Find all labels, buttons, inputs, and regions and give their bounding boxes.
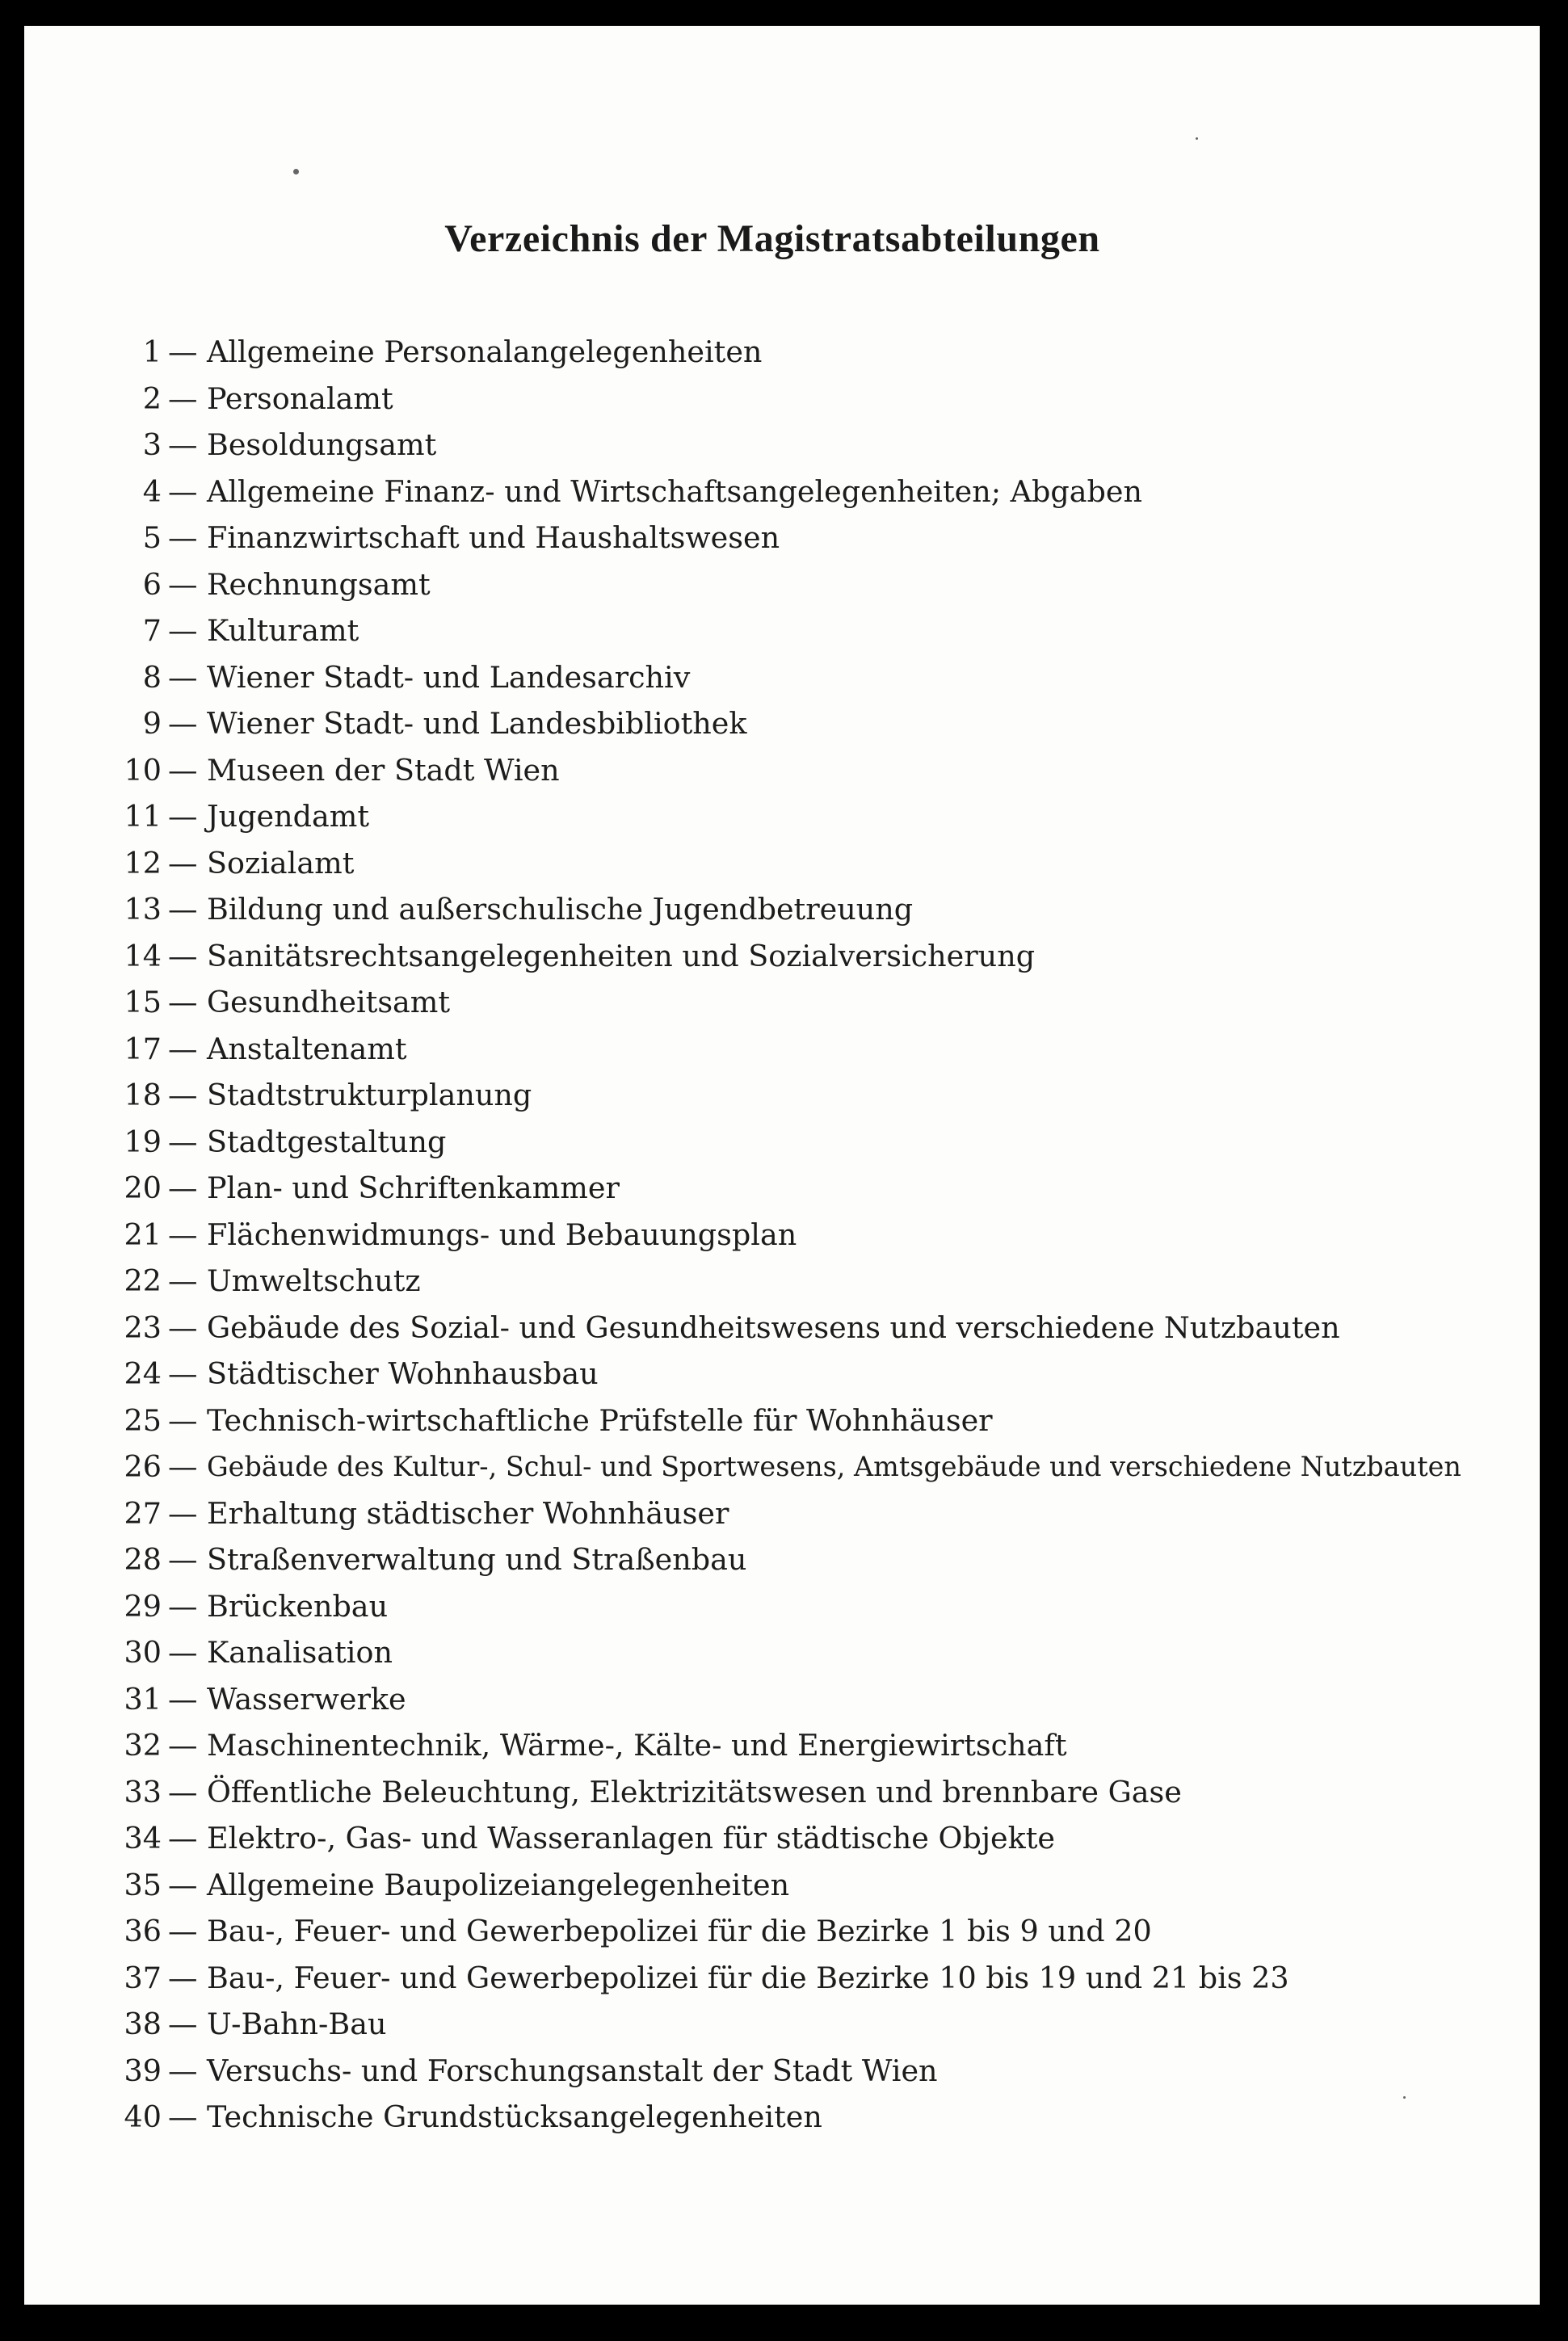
separator-dash: — xyxy=(168,1495,198,1531)
separator-dash: — xyxy=(168,2099,198,2134)
department-number: 31 xyxy=(124,1681,162,1717)
list-item xyxy=(24,1722,1478,1769)
department-number: 38 xyxy=(124,2007,162,2041)
separator-dash: — xyxy=(168,1263,198,1298)
separator-dash: — xyxy=(168,845,198,881)
list-item xyxy=(24,979,1478,1026)
list-item xyxy=(24,1026,1478,1073)
separator-dash: — xyxy=(168,1960,198,1995)
separator-dash: — xyxy=(168,334,198,369)
list-item xyxy=(24,654,1478,701)
separator-dash: — xyxy=(168,1124,198,1159)
list-item xyxy=(24,1583,1478,1630)
separator-dash: — xyxy=(168,1309,198,1345)
department-name: Sozialamt xyxy=(207,845,355,881)
list-item xyxy=(24,1862,1478,1909)
department-name: Finanzwirtschaft und Haushaltswesen xyxy=(207,520,780,555)
list-item xyxy=(24,1629,1478,1676)
list-item xyxy=(24,1444,1478,1490)
department-number: 27 xyxy=(124,1495,162,1531)
list-item xyxy=(24,1351,1478,1397)
department-number: 3 xyxy=(142,427,162,462)
separator-dash: — xyxy=(168,1635,198,1670)
list-item xyxy=(24,1258,1478,1305)
separator-dash: — xyxy=(168,1356,198,1391)
department-name: Stadtstrukturplanung xyxy=(207,1078,532,1112)
separator-dash: — xyxy=(168,613,198,648)
list-item xyxy=(24,1676,1478,1723)
separator-dash: — xyxy=(168,1588,198,1624)
list-item xyxy=(24,840,1478,887)
separator-dash: — xyxy=(168,706,198,741)
department-number: 1 xyxy=(142,334,162,369)
list-item xyxy=(24,793,1478,840)
department-name: Bau-, Feuer- und Gewerbepolizei für die Bezirke 1 bis 9 und 20 xyxy=(207,1914,1152,1948)
department-name: Gebäude des Kultur-, Schul- und Sportwesens, Amtsgebäude und verschiedene Nutzbauten xyxy=(207,1451,1461,1482)
department-number: 4 xyxy=(142,473,162,509)
department-number: 9 xyxy=(142,706,162,741)
department-number: 29 xyxy=(124,1588,162,1624)
list-item xyxy=(24,1397,1478,1444)
department-number: 24 xyxy=(124,1356,162,1391)
department-number: 30 xyxy=(124,1635,162,1670)
separator-dash: — xyxy=(168,1217,198,1252)
department-number: 20 xyxy=(124,1170,162,1205)
document-page xyxy=(24,26,1540,2305)
separator-dash: — xyxy=(168,985,198,1019)
separator-dash: — xyxy=(168,1821,198,1856)
department-name: Erhaltung städtischer Wohnhäuser xyxy=(207,1495,729,1531)
department-name: Wiener Stadt- und Landesbibliothek xyxy=(207,706,747,741)
list-item xyxy=(24,1165,1478,1212)
list-item xyxy=(24,886,1478,933)
department-name: Gesundheitsamt xyxy=(207,985,451,1019)
department-name: Maschinentechnik, Wärme-, Kälte- und Energiewirtschaft xyxy=(207,1728,1067,1763)
department-number: 15 xyxy=(124,985,162,1019)
list-item xyxy=(24,1305,1478,1351)
department-name: Allgemeine Personalangelegenheiten xyxy=(207,334,763,369)
department-number: 13 xyxy=(124,892,162,927)
department-number: 14 xyxy=(124,938,162,973)
separator-dash: — xyxy=(168,659,198,695)
list-item xyxy=(24,1769,1478,1816)
separator-dash: — xyxy=(168,1402,198,1438)
department-name: Bildung und außerschulische Jugendbetreuung xyxy=(207,892,914,927)
separator-dash: — xyxy=(168,520,198,555)
department-name: Umweltschutz xyxy=(207,1263,421,1298)
department-name: Bau-, Feuer- und Gewerbepolizei für die Bezirke 10 bis 19 und 21 bis 23 xyxy=(207,1960,1289,1995)
department-number: 12 xyxy=(124,845,162,881)
separator-dash: — xyxy=(168,1914,198,1948)
separator-dash: — xyxy=(168,752,198,788)
department-number: 40 xyxy=(124,2099,162,2134)
department-name: Museen der Stadt Wien xyxy=(207,752,560,788)
separator-dash: — xyxy=(168,1449,198,1484)
separator-dash: — xyxy=(168,1774,198,1809)
separator-dash: — xyxy=(168,2007,198,2041)
department-name: Besoldungsamt xyxy=(207,427,437,462)
department-number: 23 xyxy=(124,1309,162,1345)
department-name: Flächenwidmungs- und Bebauungsplan xyxy=(207,1217,797,1252)
list-item xyxy=(24,1212,1478,1259)
separator-dash: — xyxy=(168,1681,198,1717)
list-item xyxy=(24,933,1478,980)
list-item xyxy=(24,422,1478,469)
department-number: 5 xyxy=(142,520,162,555)
department-number: 2 xyxy=(142,380,162,416)
department-name: Rechnungsamt xyxy=(207,566,431,602)
department-name: Technische Grundstücksangelegenheiten xyxy=(207,2099,822,2134)
separator-dash: — xyxy=(168,1728,198,1763)
department-number: 10 xyxy=(124,752,162,788)
separator-dash: — xyxy=(168,938,198,973)
department-number: 28 xyxy=(124,1542,162,1577)
separator-dash: — xyxy=(168,1867,198,1902)
list-item xyxy=(24,329,1478,376)
department-name: Allgemeine Finanz- und Wirtschaftsangelegenheiten; Abgaben xyxy=(207,473,1142,509)
department-name: Stadtgestaltung xyxy=(207,1124,447,1159)
separator-dash: — xyxy=(168,427,198,462)
department-list xyxy=(24,329,1478,2141)
list-item xyxy=(24,1490,1478,1537)
department-number: 8 xyxy=(142,659,162,695)
department-name: Brückenbau xyxy=(207,1588,389,1624)
department-name: Straßenverwaltung und Straßenbau xyxy=(207,1542,747,1577)
department-name: Anstaltenamt xyxy=(207,1031,407,1066)
list-item xyxy=(24,1536,1478,1583)
list-item xyxy=(24,2094,1478,2141)
department-number: 17 xyxy=(124,1031,162,1066)
department-name: Personalamt xyxy=(207,380,393,416)
department-number: 18 xyxy=(124,1078,162,1112)
separator-dash: — xyxy=(168,1078,198,1112)
list-item xyxy=(24,1908,1478,1955)
list-item xyxy=(24,469,1478,515)
print-speck xyxy=(1196,137,1198,140)
department-name: U-Bahn-Bau xyxy=(207,2007,387,2041)
separator-dash: — xyxy=(168,1542,198,1577)
page-title: Verzeichnis der Magistratsabteilungen xyxy=(444,217,1100,260)
separator-dash: — xyxy=(168,1031,198,1066)
department-number: 25 xyxy=(124,1402,162,1438)
department-name: Jugendamt xyxy=(207,799,370,834)
list-item xyxy=(24,700,1478,747)
department-number: 36 xyxy=(124,1914,162,1948)
department-number: 22 xyxy=(124,1263,162,1298)
list-item xyxy=(24,1815,1478,1862)
department-name: Öffentliche Beleuchtung, Elektrizitätswesen und brennbare Gase xyxy=(207,1774,1182,1809)
department-number: 32 xyxy=(124,1728,162,1763)
department-name: Gebäude des Sozial- und Gesundheitswesens und verschiedene Nutzbauten xyxy=(207,1309,1340,1345)
print-speck xyxy=(293,169,299,174)
list-item xyxy=(24,2048,1478,2095)
department-name: Kulturamt xyxy=(207,613,359,648)
department-name: Elektro-, Gas- und Wasseranlagen für städtische Objekte xyxy=(207,1821,1056,1856)
department-number: 39 xyxy=(124,2053,162,2088)
department-name: Wasserwerke xyxy=(207,1681,406,1717)
department-number: 19 xyxy=(124,1124,162,1159)
department-number: 7 xyxy=(142,613,162,648)
department-number: 11 xyxy=(124,799,162,834)
list-item xyxy=(24,1072,1478,1119)
department-name: Städtischer Wohnhausbau xyxy=(207,1356,599,1391)
department-number: 6 xyxy=(142,566,162,602)
department-name: Plan- und Schriftenkammer xyxy=(207,1170,620,1205)
department-name: Allgemeine Baupolizeiangelegenheiten xyxy=(207,1867,790,1902)
department-number: 33 xyxy=(124,1774,162,1809)
separator-dash: — xyxy=(168,473,198,509)
separator-dash: — xyxy=(168,799,198,834)
department-number: 35 xyxy=(124,1867,162,1902)
department-name: Kanalisation xyxy=(207,1635,393,1670)
separator-dash: — xyxy=(168,380,198,416)
list-item xyxy=(24,561,1478,608)
department-name: Versuchs- und Forschungsanstalt der Stadt Wien xyxy=(207,2053,938,2088)
separator-dash: — xyxy=(168,892,198,927)
department-number: 21 xyxy=(124,1217,162,1252)
list-item xyxy=(24,376,1478,422)
department-name: Technisch-wirtschaftliche Prüfstelle für Wohnhäuser xyxy=(207,1402,993,1438)
list-item xyxy=(24,607,1478,654)
list-item xyxy=(24,1119,1478,1166)
department-name: Sanitätsrechtsangelegenheiten und Sozialversicherung xyxy=(207,938,1036,973)
list-item xyxy=(24,2001,1478,2048)
department-name: Wiener Stadt- und Landesarchiv xyxy=(207,659,691,695)
list-item xyxy=(24,747,1478,794)
department-number: 37 xyxy=(124,1960,162,1995)
separator-dash: — xyxy=(168,1170,198,1205)
list-item xyxy=(24,515,1478,561)
department-number: 34 xyxy=(124,1821,162,1856)
separator-dash: — xyxy=(168,2053,198,2088)
department-number: 26 xyxy=(124,1449,162,1484)
list-item xyxy=(24,1955,1478,2002)
separator-dash: — xyxy=(168,566,198,602)
